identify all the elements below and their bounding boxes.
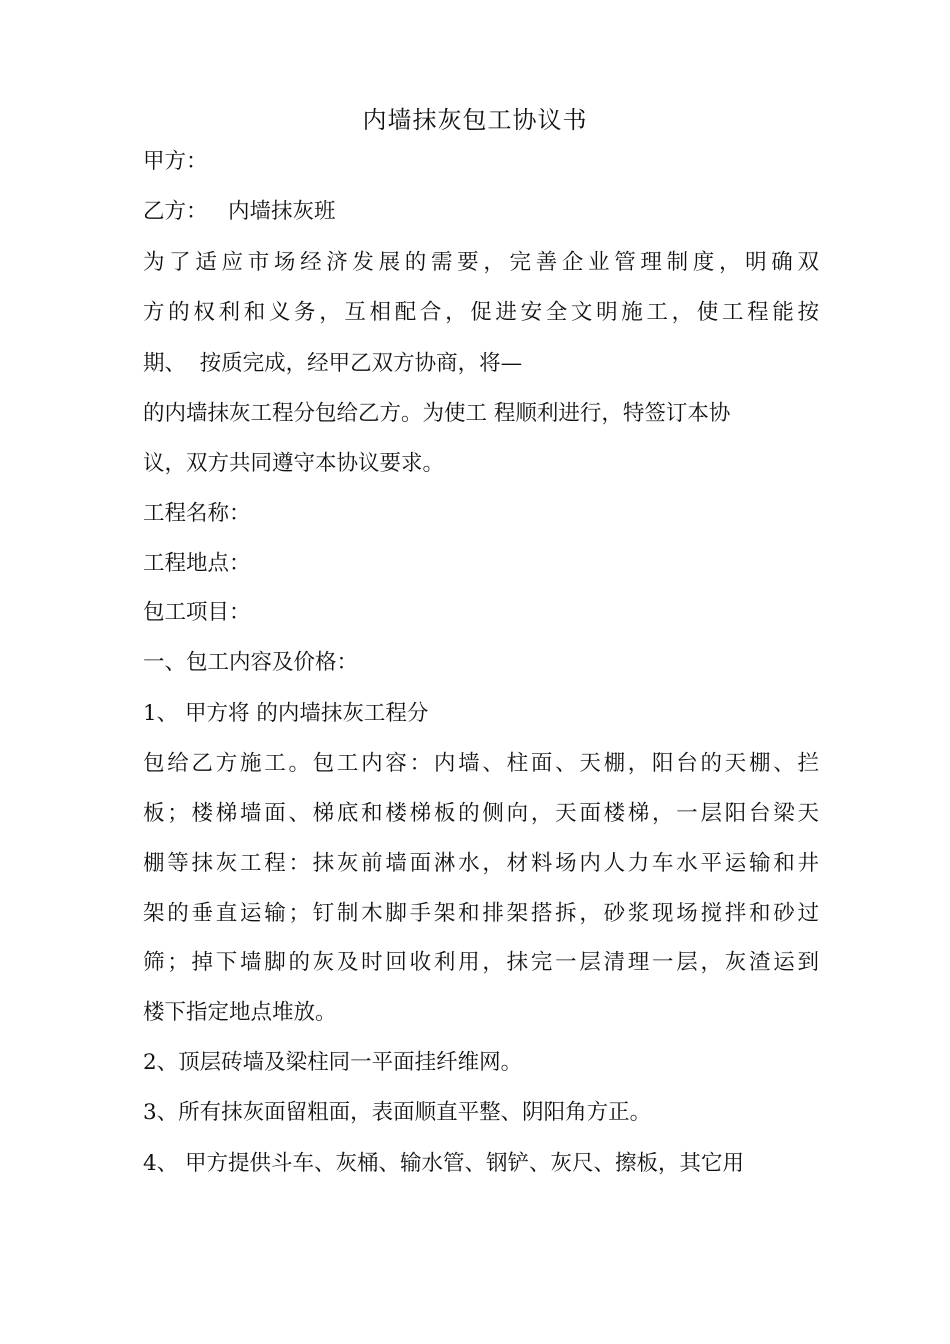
clause-line: 2、顶层砖墙及梁柱同一平面挂纤维网。 (143, 1050, 523, 1075)
clause-line: 4、 甲方提供斗车、灰桶、输水管、钢铲、灰尺、擦板，其它用 (143, 1151, 745, 1176)
contract-items-field: 包工项目： (143, 600, 251, 625)
paragraph-line: 为了适应市场经济发展的需要，完善企业管理制度，明确双 (143, 250, 819, 275)
party-a-line: 甲方： (143, 149, 208, 174)
project-location-field: 工程地点： (143, 551, 251, 576)
clause-line: 包给乙方施工。包工内容：内墙、柱面、天棚，阳台的天棚、拦 (143, 751, 819, 776)
section-heading: 一、包工内容及价格： (143, 650, 359, 675)
clause-line: 筛；掉下墙脚的灰及时回收利用，抹完一层清理一层，灰渣运到 (143, 950, 819, 975)
party-b-line: 乙方： 内墙抹灰班 (143, 199, 336, 224)
clause-line: 棚等抹灰工程：抹灰前墙面淋水，材料场内人力车水平运输和井 (143, 851, 819, 876)
clause-line: 3、所有抹灰面留粗面，表面顺直平整、阴阳角方正。 (143, 1100, 652, 1125)
clause-line: 板；楼梯墙面、梯底和楼梯板的侧向，天面楼梯，一层阳台梁天 (143, 801, 819, 826)
paragraph-line: 议，双方共同遵守本协议要求。 (143, 451, 445, 476)
document-title: 内墙抹灰包工协议书 (362, 106, 588, 134)
clause-line: 1、 甲方将 的内墙抹灰工程分 (143, 701, 429, 726)
clause-line: 楼下指定地点堆放。 (143, 1000, 337, 1025)
project-name-field: 工程名称： (143, 501, 251, 526)
paragraph-line: 期、 按质完成，经甲乙双方协商，将— (143, 351, 523, 376)
paragraph-line: 的内墙抹灰工程分包给乙方。为使工 程顺利进行，特签订本协 (143, 401, 731, 426)
paragraph-line: 方的权利和义务，互相配合，促进安全文明施工，使工程能按 (143, 300, 819, 325)
clause-line: 架的垂直运输；钉制木脚手架和排架搭拆，砂浆现场搅拌和砂过 (143, 901, 819, 926)
